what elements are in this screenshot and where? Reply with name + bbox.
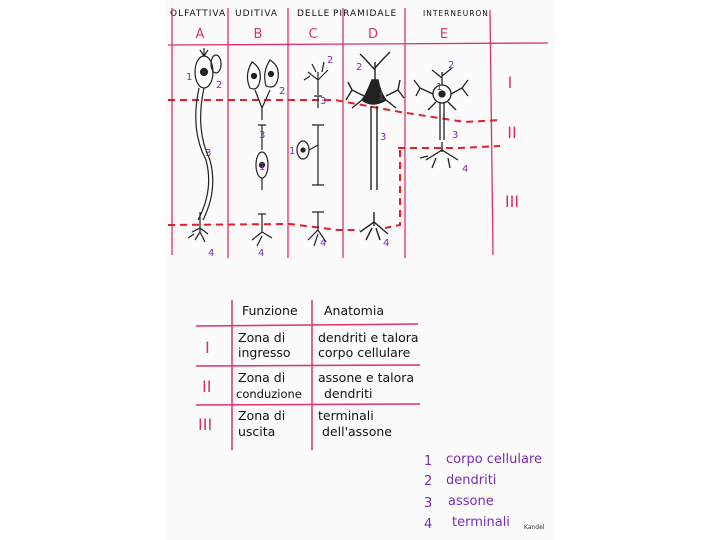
table-header-funzione: Funzione <box>242 303 298 318</box>
num-e-3: 3 <box>452 130 459 141</box>
row-i-funzione-2: ingresso <box>238 345 291 360</box>
header-piramidale: PIRAMIDALE <box>333 9 398 19</box>
num-d-4: 4 <box>383 238 390 249</box>
header-olfattiva: OLFATTIVA <box>170 9 227 19</box>
num-d-3: 3 <box>380 132 387 143</box>
zone-boundaries <box>168 100 500 230</box>
num-a-3: 3 <box>205 148 212 159</box>
legend-label-2: dendriti <box>446 473 497 488</box>
num-c-1: 1 <box>289 146 296 157</box>
num-e-2: 2 <box>448 60 455 71</box>
legend-num-4: 4 <box>424 517 433 532</box>
column-letter-e: E <box>439 27 449 42</box>
row-ii-anatomia-2: dendriti <box>324 386 373 401</box>
num-a-2: 2 <box>216 80 223 91</box>
num-d-2: 2 <box>356 62 363 73</box>
num-b-1: 1 <box>259 162 266 173</box>
num-e-1: 1 <box>436 82 443 93</box>
num-b-3: 3 <box>259 130 266 141</box>
num-c-3: 3 <box>320 96 327 107</box>
legend-num-1: 1 <box>424 454 433 469</box>
num-a-1: 1 <box>186 72 193 83</box>
row-ii-funzione-1: Zona di <box>238 370 286 385</box>
row-ii-funzione-2: conduzione <box>236 387 302 401</box>
legend-label-4: terminali <box>452 515 510 530</box>
row-i-anatomia-1: dendriti e talora <box>318 330 419 345</box>
legend-num-3: 3 <box>424 496 433 511</box>
row-i-anatomia-2: corpo cellulare <box>318 345 411 360</box>
num-e-4: 4 <box>462 164 469 175</box>
row-iii-anatomia-2: dell'assone <box>322 424 392 439</box>
signature: Kandel <box>524 524 545 531</box>
row-i-funzione-1: Zona di <box>238 330 286 345</box>
row-ii-anatomia-1: assone e talora <box>318 370 415 385</box>
zone-iii-label: III <box>504 192 520 211</box>
table-header-anatomia: Anatomia <box>324 303 384 318</box>
neuron-olfactory <box>188 48 221 242</box>
header-interneuroni: INTERNEURONI <box>423 9 493 18</box>
row-iii-funzione-2: uscita <box>238 424 276 439</box>
column-letter-b: B <box>253 27 263 42</box>
row-i-roman: I <box>205 338 210 357</box>
column-letter-a: A <box>195 27 205 42</box>
num-c-4: 4 <box>320 238 327 249</box>
row-ii-roman: II <box>202 377 212 396</box>
num-b-4: 4 <box>258 248 265 259</box>
column-letter-d: D <box>367 27 379 42</box>
num-a-4: 4 <box>208 248 215 259</box>
num-c-2: 2 <box>327 55 334 66</box>
neuron-auditory <box>247 60 278 246</box>
row-iii-roman: III <box>198 415 213 434</box>
header-uditiva: UDITIVA <box>235 9 279 19</box>
neuron-small <box>297 62 328 246</box>
column-letter-c: C <box>308 27 318 42</box>
zone-ii-label: II <box>507 123 517 142</box>
zone-i-label: I <box>507 73 513 92</box>
num-d-1: 1 <box>378 92 385 103</box>
num-b-2: 2 <box>279 86 286 97</box>
legend-label-3: assone <box>448 494 494 509</box>
legend-label-1: corpo cellulare <box>446 452 543 467</box>
neuron-pyramidal <box>346 52 404 240</box>
legend-num-2: 2 <box>424 474 433 489</box>
grid-lines <box>168 8 548 258</box>
row-iii-anatomia-1: terminali <box>318 408 374 423</box>
header-delle: DELLE <box>297 9 331 19</box>
row-iii-funzione-1: Zona di <box>238 408 286 423</box>
